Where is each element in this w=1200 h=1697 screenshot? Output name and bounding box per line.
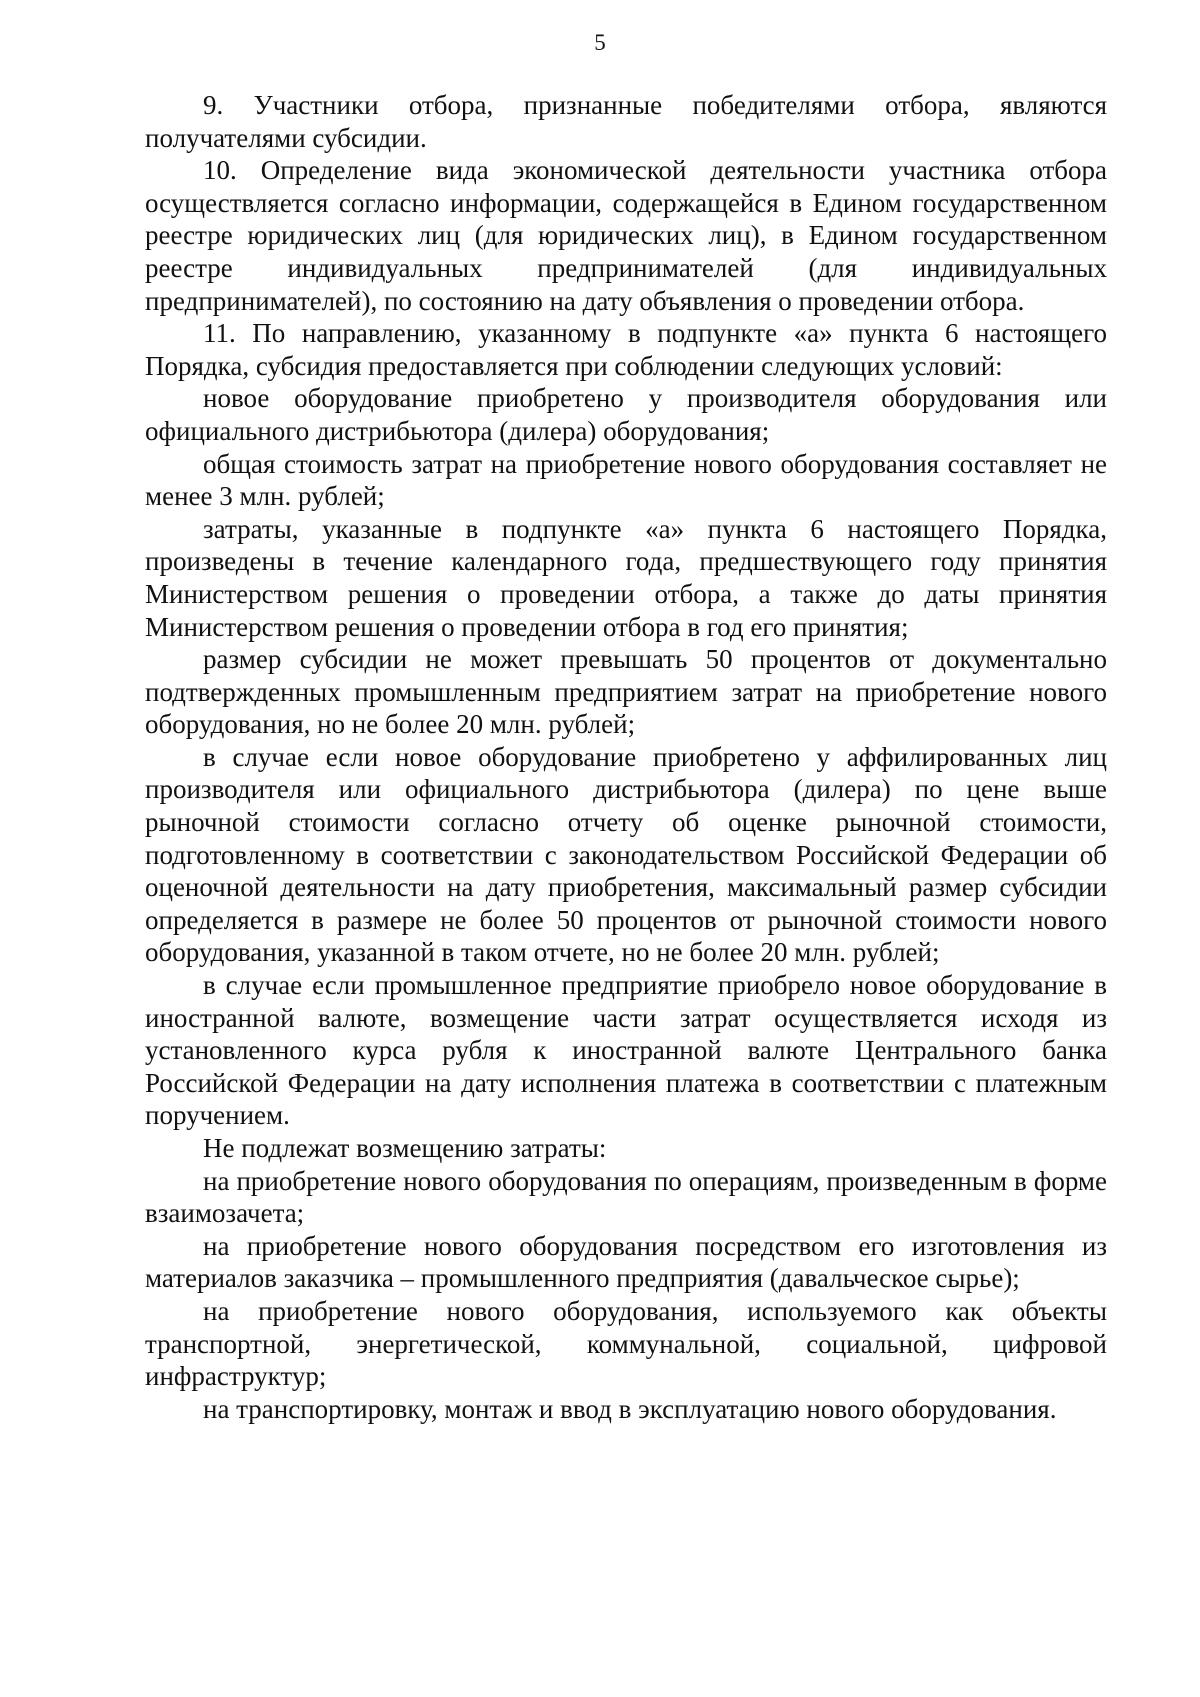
non-reimbursable-heading: Не подлежат возмещению затраты: [203, 1133, 607, 1163]
document-body [145, 89, 1107, 1425]
non-reimbursable-infrastructure: на приобретение нового оборудования, используемого как объекты транспортной, энергетической, коммунальной, социальной, цифровой инфраструктур; [145, 1295, 1107, 1392]
paragraph-9-winners: 9. Участники отбора, признанные победителями отбора, являются получателями субсидии. [145, 90, 1107, 153]
non-reimbursable-installation: на транспортировку, монтаж и ввод в эксплуатацию нового оборудования. [203, 1393, 1057, 1424]
condition-subsidy-limit: размер субсидии не может превышать 50 процентов от документально подтвержденных промышленным предприятием затрат на приобретение нового оборудования, но не более 20 млн. рублей; [145, 644, 1107, 740]
condition-minimum-cost: общая стоимость затрат на приобретение нового оборудования составляет не менее 3 млн. рублей; [145, 448, 1107, 512]
condition-new-equipment-source: новое оборудование приобретено у производителя оборудования или официального дистрибьютора (дилера) оборудования; [145, 383, 1107, 446]
page-number: 5 [594, 30, 606, 55]
condition-expense-period: затраты, указанные в подпункте «а» пункта 6 настоящего Порядка, произведены в течение календарного года, предшествующего году принятия Министерством решения о проведении отбора, а также до даты принятия Министерством решения о проведении отбора в год его принятия; [145, 513, 1107, 642]
non-reimbursable-tolling: на приобретение нового оборудования посредством его изготовления из материалов заказчика – промышленного предприятия (давальческое сырье); [145, 1230, 1107, 1294]
condition-foreign-currency: в случае если промышленное предприятие приобрело новое оборудование в иностранной валюте, возмещение части затрат осуществляется исходя из установленного курса рубля к иностранной валюте Центрального банка Российской Федерации на дату исполнения платежа в соответствии с платежным поручением. [145, 970, 1107, 1131]
paragraph-10-activity-type: 10. Определение вида экономической деятельности участника отбора осуществляется согласно информации, содержащейся в Едином государственном реестре юридических лиц (для юридических лиц), в Едином государственном реестре индивидуальных предпринимателей (для индивидуальных предпринимателей), по состоянию на дату объявления о проведении отбора. [145, 155, 1107, 316]
paragraph-11-conditions: 11. По направлению, указанному в подпункте «а» пункта 6 настоящего Порядка, субсидия предоставляется при соблюдении следующих условий: [145, 318, 1107, 381]
condition-affiliated-persons: в случае если новое оборудование приобретено у аффилированных лиц производителя или официального дистрибьютора (дилера) по цене выше рыночной стоимости согласно отчету об оценке рыночной стоимости, подготовленному в соответствии с законодательством Российской Федерации об оценочной деятельности на дату приобретения, максимальный размер субсидии определяется в размере не более 50 процентов от рыночной стоимости нового оборудования, указанной в таком отчете, но не более 20 млн. рублей; [145, 741, 1107, 968]
non-reimbursable-offset: на приобретение нового оборудования по операциям, произведенным в форме взаимозачета; [145, 1165, 1107, 1229]
